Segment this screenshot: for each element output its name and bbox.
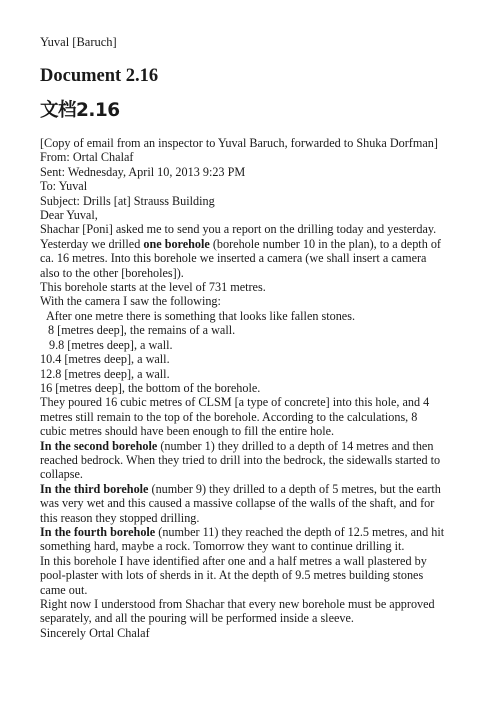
paragraph-1-line-4: also to the other [boreholes]). (40, 265, 184, 280)
paragraph-8-line-1: In this borehole I have identified after one and a half metres a wall plastered by (40, 553, 427, 568)
bold-phrase: In the fourth borehole (40, 524, 156, 539)
paragraph-5-line-3: collapse. (40, 467, 83, 482)
observation-5: 12.8 [metres deep], a wall. (40, 366, 170, 381)
observation-2: 8 [metres deep], the remains of a wall. (48, 323, 236, 338)
paragraph-1-line-3: ca. 16 metres. Into this borehole we inserted a camera (we shall insert a camera (40, 251, 427, 266)
email-greeting: Dear Yuval, (40, 208, 98, 223)
paragraph-7-line-1 (40, 525, 468, 539)
text-segment: (number 11) they reached the depth of 12.5 metres, and hit (155, 524, 445, 539)
email-subject: Subject: Drills [at] Strauss Building (40, 193, 215, 208)
header-author: Yuval [Baruch] (40, 35, 117, 49)
email-signoff: Sincerely Ortal Chalaf (40, 625, 150, 640)
text-segment: (borehole number 10 in the plan), to a depth of (209, 236, 441, 251)
email-sent: Sent: Wednesday, April 10, 2013 9:23 PM (40, 164, 246, 179)
paragraph-8-line-2: pool-plaster with lots of sherds in it. At the depth of 9.5 metres building stones (40, 568, 424, 583)
text-segment: (number 9) they drilled to a depth of 5 metres, but the earth (148, 481, 441, 496)
paragraph-6-line-1 (40, 482, 468, 496)
paragraph-4-line-3: cubic metres should have been enough to fill the entire hole. (40, 424, 335, 439)
paragraph-4-line-2: metres still remain to the top of the borehole. According to the calculations, 8 (40, 409, 418, 424)
paragraph-5-line-1 (40, 439, 468, 453)
paragraph-5-line-2: reached bedrock. When they tried to drill into the bedrock, the sidewalls started to (40, 452, 441, 467)
paragraph-6-line-3: this reason they stopped drilling. (40, 510, 200, 525)
bold-phrase: one borehole (143, 236, 210, 251)
paragraph-3: With the camera I saw the following: (40, 294, 221, 309)
paragraph-1-line-2 (40, 237, 468, 251)
document-title: Document 2.16 (40, 66, 159, 86)
bold-phrase: In the second borehole (40, 438, 158, 453)
paragraph-9-line-1: Right now I understood from Shachar that every new borehole must be approved (40, 597, 435, 611)
text-segment: Yesterday we drilled (40, 236, 144, 251)
paragraph-9-line-2: separately, and all the pouring will be performed inside a sleeve. (40, 611, 354, 626)
paragraph-2: This borehole starts at the level of 731 metres. (40, 280, 266, 295)
bold-phrase: In the third borehole (40, 481, 149, 496)
paragraph-4-line-1: They poured 16 cubic metres of CLSM [a type of concrete] into this hole, and 4 (40, 395, 430, 410)
paragraph-8-line-3: came out. (40, 582, 88, 597)
observation-1: After one metre there is something that looks like fallen stones. (46, 308, 356, 323)
document-title-chinese: 文档2.16 (40, 100, 120, 121)
observation-4: 10.4 [metres deep], a wall. (40, 352, 170, 367)
email-from: From: Ortal Chalaf (40, 150, 134, 165)
email-to: To: Yuval (40, 179, 88, 194)
text-segment: (number 1) they drilled to a depth of 14 metres and then (157, 438, 434, 453)
email-note: [Copy of email from an inspector to Yuval Baruch, forwarded to Shuka Dorfman] (40, 136, 438, 150)
observation-3: 9.8 [metres deep], a wall. (49, 337, 173, 352)
email-body (40, 136, 468, 640)
paragraph-6-line-2: was very wet and this caused a massive collapse of the walls of the shaft, and for (40, 496, 435, 511)
paragraph-7-line-2: something hard, maybe a rock. Tomorrow they want to continue drilling it. (40, 539, 405, 554)
paragraph-1-line-1: Shachar [Poni] asked me to send you a report on the drilling today and yesterday. (40, 222, 437, 237)
observation-6: 16 [metres deep], the bottom of the borehole. (40, 380, 261, 395)
